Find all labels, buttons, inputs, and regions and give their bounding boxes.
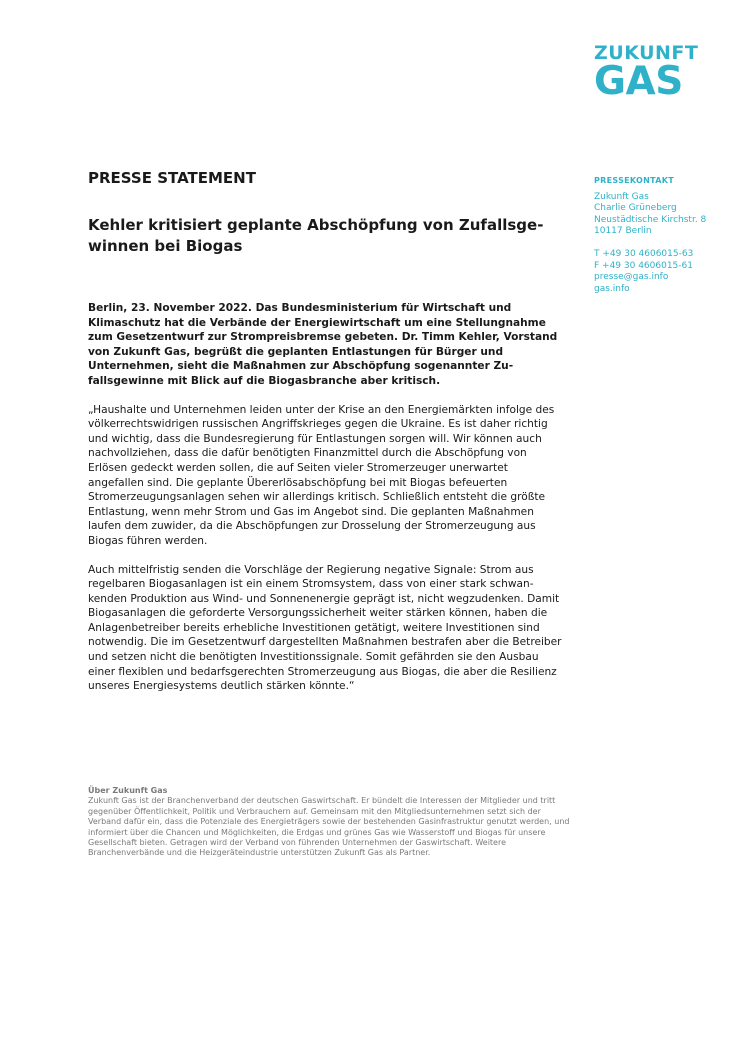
press-title: Kehler kritisiert geplante Abschöpfung von Zufallsgewinnen bei Biogas [88, 216, 544, 255]
contact-street: Neustädtische Kirchstr. 8 [594, 214, 707, 225]
contact-name: Charlie Grüneberg [594, 203, 677, 214]
press-contact [594, 175, 724, 295]
about-text: Zukunft Gas ist der Branchenverband der deutschen Gaswirtschaft. Er bündelt die Interessen der Mitglieder und tritt gegenüber Öffentlichkeit, Politik und Verbrauchern auf. Gemeinsam mit den Mitgliedsunternehmen setzt sich der Verband dafür ein, dass die Potenziale des Energieträgers sowie der bestehenden Gasinfrastruktur genutzt werden, und informiert über die Chancen und Möglichkeiten, die Erdgas und grünes Gas wie Wasserstoff und Biogas für unsere Gesellschaft bieten. Getragen wird der Verband von führenden Unternehmen der Gaswirtschaft. Weitere Branchenverbände und die Heizgeräteindustrie unterstützen Zukunft Gas als Partner. [88, 796, 570, 858]
contact-org: Zukunft Gas [594, 191, 649, 202]
contact-fax: F +49 30 4606015-61 [594, 260, 693, 271]
contact-email[interactable]: presse@gas.info [594, 272, 669, 283]
logo-line-2: GAS [594, 59, 683, 104]
about-section [88, 786, 574, 859]
about-heading: Über Zukunft Gas [88, 786, 168, 795]
contact-city: 10117 Berlin [594, 226, 652, 237]
contact-phone: T +49 30 4606015-63 [594, 248, 694, 259]
body-paragraph-2: Auch mittelfristig senden die Vorschläge der Regierung negative Signale: Strom aus regelbaren Biogasanlagen ist ein einem Stromsystem, dass von einer stark schwankenden Produktion aus Wind- und Sonnenenergie geprägt ist, nicht wegzudenken. Damit Biogasanlagen die geforderte Versorgungssicherheit weiter stärken können, haben die Anlagenbetreiber bereits erhebliche Investitionen getätigt, weitere Investitionen sind notwendig. Die im Gesetzentwurf dargestellten Maßnahmen bestrafen aber die Betreiber und setzen nicht die benötigten Investitionssignale. Somit gefährden sie den Ausbau einer flexiblen und bedarfsgerechten Stromerzeugung aus Biogas, die aber die Resilienz unseres Energiesystems deutlich stärken könnte.“ [88, 563, 562, 693]
document-label: PRESSE STATEMENT [88, 169, 256, 187]
press-body [88, 301, 566, 708]
zukunft-gas-logo [594, 42, 699, 104]
body-paragraph-1: „Haushalte und Unternehmen leiden unter der Krise an den Energiemärkten infolge des völkerrechtswidrigen russischen Angriffskrieges gegen die Ukraine. Es ist daher richtig und wichtig, dass die Bundesregierung für Entlastungen sorgen will. Wir können auch nachvollziehen, dass die dafür benötigten Finanzmittel durch die Abschöpfung von Erlösen gedeckt werden sollen, die auf Seiten vieler Stromerzeuger unerwartet angefallen sind. Die geplante Übererlösabschöpfung bei mit Biogas befeuerten Stromerzeugungsanlagen sehen wir allerdings kritisch. Schließlich entsteht die größte Entlastung, wenn mehr Strom und Gas im Angebot sind. Die geplanten Maßnahmen laufen dem zuwider, da die Abschöpfungen zur Drosselung der Stromerzeugung aus Biogas führen werden. [88, 403, 555, 547]
contact-heading: PRESSEKONTAKT [594, 176, 675, 185]
contact-website[interactable]: gas.info [594, 283, 630, 294]
lead-paragraph: Berlin, 23. November 2022. Das Bundesministerium für Wirtschaft und Klimaschutz hat die Verbände der Energiewirtschaft um eine Stellungnahme zum Gesetzentwurf zur Strompreisbremse gebeten. Dr. Timm Kehler, Vorstand von Zukunft Gas, begrüßt die geplanten Entlastungen für Bürger und Unternehmen, sieht die Maßnahmen zur Abschöpfung sogenannter Zufallsgewinne mit Blick auf die Biogasbranche aber kritisch. [88, 302, 558, 387]
logo-line-1: ZUKUNFT [594, 42, 699, 64]
